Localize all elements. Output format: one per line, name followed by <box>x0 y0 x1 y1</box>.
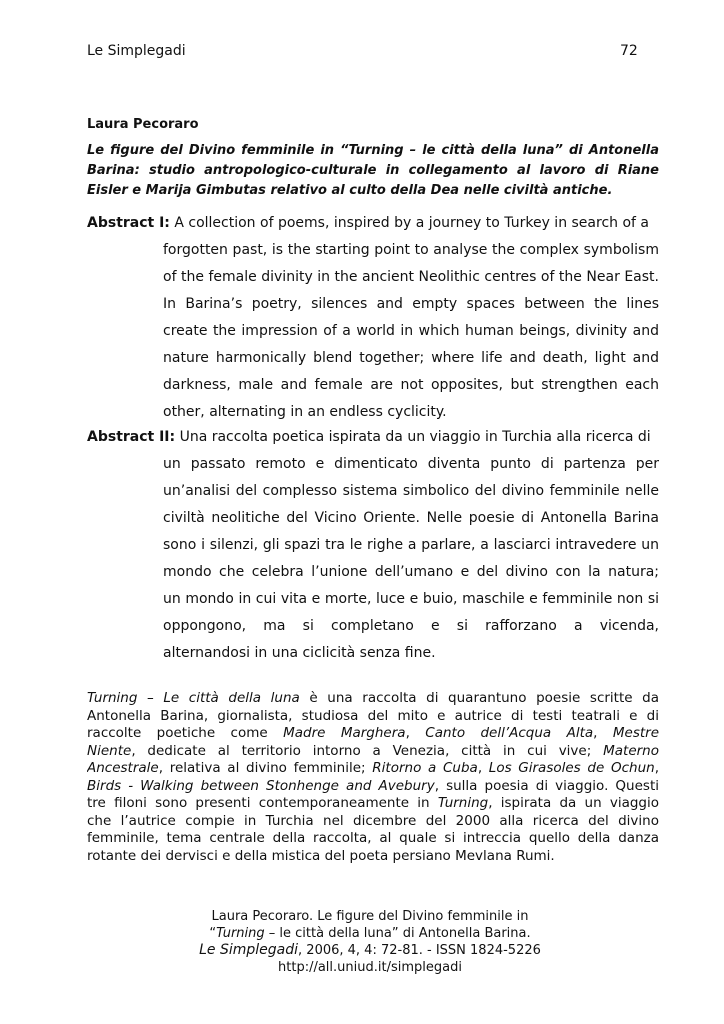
body-paragraph <box>87 690 659 865</box>
abstract-line: civiltà neolitiche del Vicino Oriente. Nelle poesie di Antonella Barina <box>163 510 659 526</box>
abstract-line: darkness, male and female are not opposites, but strengthen each <box>163 377 659 393</box>
body-line: che l’autrice compie in Turchia nel dicembre del 2000 alla ricerca del divino <box>87 812 659 829</box>
article-author: Laura Pecoraro <box>87 117 199 132</box>
abstract-english <box>87 210 659 426</box>
abstract-italian <box>87 424 659 667</box>
body-line: femminile, tema centrale della raccolta, al quale si intreccia quello della danza <box>87 830 659 846</box>
page-number: 72 <box>620 43 638 59</box>
running-header-journal: Le Simplegadi <box>87 43 186 59</box>
abstract-line: other, alternating in an endless cyclicity. <box>163 404 447 420</box>
abstract-line: un mondo in cui vita e morte, luce e buio, maschile e femminile non si <box>163 591 659 607</box>
abstract-line: un passato remoto e dimenticato diventa punto di partenza per <box>163 456 659 472</box>
footer-line-2: “Turning – le città della luna” di Antonella Barina. <box>209 926 531 941</box>
article-title: Le figure del Divino femminile in “Turning – le città della luna” di Antonella Barina: studio antropologico-culturale in collegamento al lavoro di Riane Eisler e Marija Gimbutas relativo al culto della Dea nelle civiltà antiche. <box>87 143 659 198</box>
body-line: Turning – Le città della luna è una raccolta di quarantuno poesie scritte da <box>87 690 659 706</box>
abstract-line: oppongono, ma si completano e si rafforzano a vicenda, <box>163 618 659 634</box>
body-line: tre filoni sono presenti contemporaneamente in Turning, ispirata da un viaggio <box>87 795 659 811</box>
abstract-line: alternandosi in una ciclicità senza fine. <box>163 645 436 661</box>
body-line: rotante dei dervisci e della mistica del poeta persiano Mevlana Rumi. <box>87 847 555 864</box>
abstract-line: Abstract I: A collection of poems, inspired by a journey to Turkey in search of a <box>87 215 649 231</box>
abstract-line: nature harmonically blend together; where life and death, light and <box>163 350 659 366</box>
footer-url: http://all.uniud.it/simplegadi <box>278 960 462 975</box>
abstract-label: Abstract II: <box>87 429 176 445</box>
body-line: raccolte poetiche come Madre Marghera, Canto dell’Acqua Alta, Mestre <box>87 725 659 741</box>
body-line: Niente, dedicate al territorio intorno a Venezia, città in cui vive; Materno <box>87 742 659 759</box>
abstract-line: Abstract II: Una raccolta poetica ispirata da un viaggio in Turchia alla ricerca di <box>87 429 651 445</box>
abstract-label: Abstract I: <box>87 215 170 231</box>
footer-line-1: Laura Pecoraro. Le figure del Divino femminile in <box>211 909 529 924</box>
abstract-line: mondo che celebra l’unione dell’umano e del divino con la natura; <box>163 564 659 580</box>
body-line: Birds - Walking between Stonhenge and Avebury, sulla poesia di viaggio. Questi <box>87 777 659 794</box>
citation-footer <box>160 908 580 976</box>
abstract-line: create the impression of a world in which human beings, divinity and <box>163 323 659 339</box>
abstract-line: sono i silenzi, gli spazi tra le righe a parlare, a lasciarci intravedere un <box>163 537 659 553</box>
abstract-line: un’analisi del complesso sistema simbolico del divino femminile nelle <box>163 483 659 499</box>
abstract-line: In Barina’s poetry, silences and empty spaces between the lines <box>163 296 659 312</box>
abstract-line: of the female divinity in the ancient Neolithic centres of the Near East. <box>163 269 659 285</box>
abstract-line: forgotten past, is the starting point to analyse the complex symbolism <box>163 242 659 258</box>
footer-line-3: Le Simplegadi, 2006, 4, 4: 72-81. - ISSN 1824-5226 <box>199 942 541 958</box>
body-line: Antonella Barina, giornalista, studiosa del mito e autrice di testi teatrali e di <box>87 707 659 724</box>
body-line: Ancestrale, relativa al divino femminile; Ritorno a Cuba, Los Girasoles de Ochun, <box>87 760 659 776</box>
